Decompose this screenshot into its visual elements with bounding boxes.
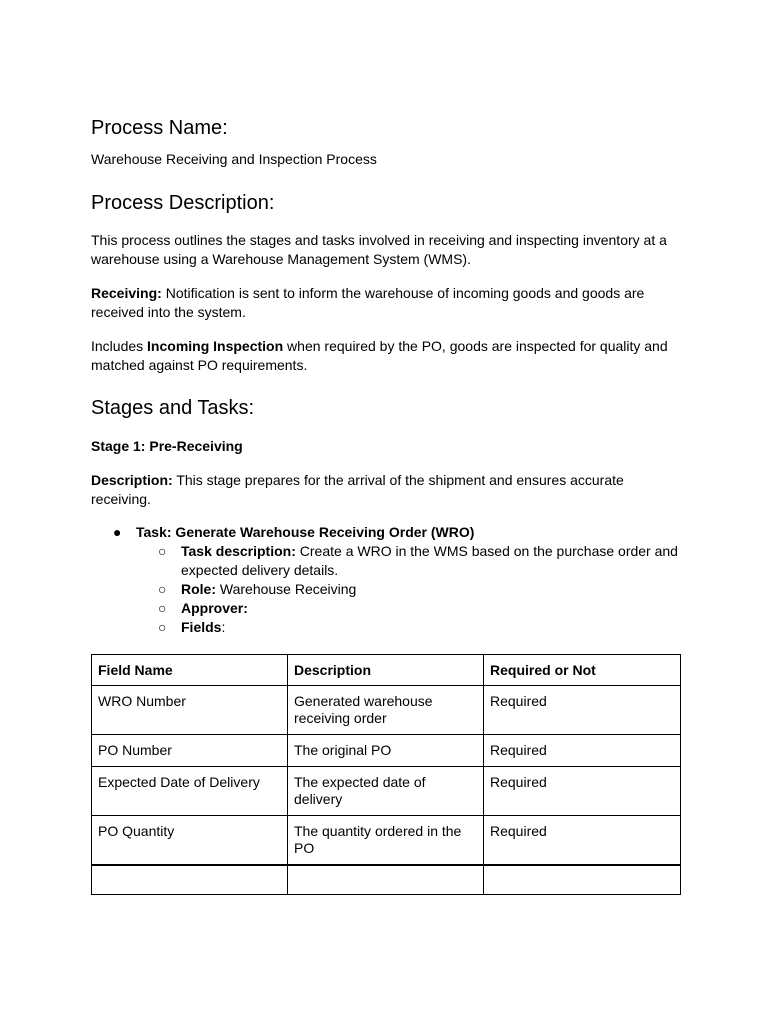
- approver-item: [136, 599, 681, 618]
- includes-prefix: Includes: [91, 338, 148, 354]
- receiving-paragraph: [91, 284, 681, 322]
- circle-bullet-icon: ○: [158, 600, 167, 616]
- empty-cell: [484, 865, 681, 895]
- table-row: [92, 735, 681, 767]
- table-cell: Required: [484, 735, 681, 767]
- task-details-list: [136, 542, 681, 637]
- empty-table-row: [92, 865, 681, 895]
- task-title: Task: Generate Warehouse Receiving Order (WRO): [136, 524, 475, 540]
- stage-description-text: This stage prepares for the arrival of the shipment and ensures accurate receiving.: [91, 472, 624, 507]
- process-description-heading: Process Description:: [91, 192, 275, 214]
- circle-bullet-icon: ○: [158, 543, 167, 559]
- role-label: Role:: [181, 581, 216, 597]
- fields-colon: :: [221, 619, 226, 635]
- incoming-inspection-paragraph: [91, 337, 681, 375]
- task-list: [91, 523, 681, 637]
- table-cell: PO Number: [92, 735, 288, 767]
- process-description-intro: This process outlines the stages and tasks involved in receiving and inspecting inventory at a warehouse using a Warehouse Management System (WMS).: [91, 232, 667, 267]
- incoming-inspection-label: Incoming Inspection: [147, 338, 284, 354]
- table-cell: Required: [484, 816, 681, 866]
- table-cell: The original PO: [288, 735, 484, 767]
- fields-table: [91, 654, 681, 895]
- table-row: [92, 816, 681, 866]
- process-name-value: Warehouse Receiving and Inspection Process: [91, 151, 377, 167]
- task-description-text: Create a WRO in the WMS based on the purchase order and expected delivery details.: [181, 543, 678, 578]
- receiving-label: Receiving:: [91, 285, 162, 301]
- bullet-icon: ●: [113, 524, 122, 540]
- stages-heading: Stages and Tasks:: [91, 397, 255, 419]
- table-cell: Generated warehouse receiving order: [288, 686, 484, 735]
- table-header-row: [92, 655, 681, 686]
- table-row: [92, 767, 681, 816]
- header-field-name: Field Name: [92, 655, 288, 686]
- task-item: [91, 523, 681, 637]
- task-description-label: Task description:: [181, 543, 296, 559]
- header-description: Description: [288, 655, 484, 686]
- role-text: Warehouse Receiving: [216, 581, 357, 597]
- task-description-item: [136, 542, 681, 580]
- empty-cell: [288, 865, 484, 895]
- stage-1-title: Stage 1: Pre-Receiving: [91, 438, 243, 454]
- table-cell: PO Quantity: [92, 816, 288, 866]
- stage-description-label: Description:: [91, 472, 173, 488]
- table-cell: The expected date of delivery: [288, 767, 484, 816]
- document-content: [91, 116, 681, 895]
- header-required: Required or Not: [484, 655, 681, 686]
- table-cell: Required: [484, 686, 681, 735]
- receiving-text: Notification is sent to inform the warehouse of incoming goods and goods are received into the system.: [91, 285, 645, 320]
- table-cell: The quantity ordered in the PO: [288, 816, 484, 866]
- fields-label: Fields: [181, 619, 222, 635]
- stage-1-description: [91, 471, 681, 509]
- table-cell: WRO Number: [92, 686, 288, 735]
- table-cell: Expected Date of Delivery: [92, 767, 288, 816]
- table-cell: Required: [484, 767, 681, 816]
- role-item: [136, 580, 681, 599]
- approver-label: Approver:: [181, 600, 248, 616]
- fields-item: [136, 618, 681, 637]
- circle-bullet-icon: ○: [158, 619, 167, 635]
- empty-cell: [92, 865, 288, 895]
- table-row: [92, 686, 681, 735]
- circle-bullet-icon: ○: [158, 581, 167, 597]
- process-name-heading: Process Name:: [91, 117, 228, 139]
- includes-text: when required by the PO, goods are inspected for quality and matched against PO requirements.: [91, 338, 668, 373]
